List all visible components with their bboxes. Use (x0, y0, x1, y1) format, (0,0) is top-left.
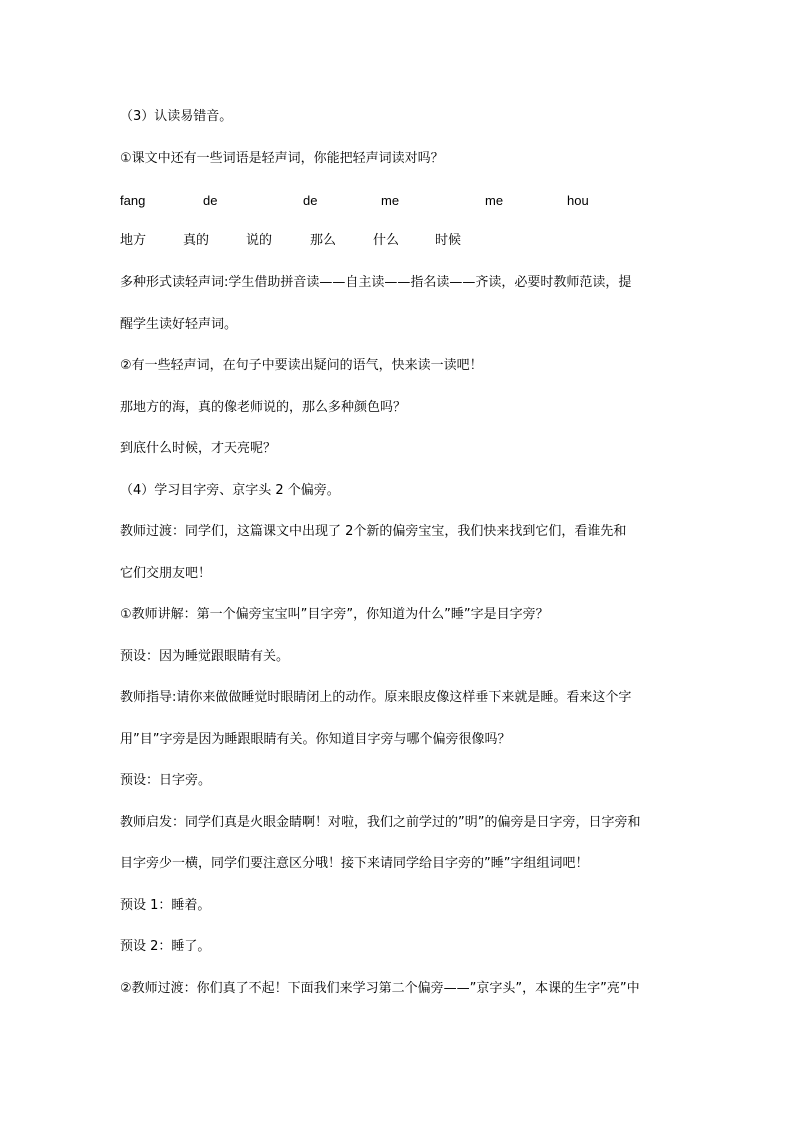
pinyin-item: me (381, 193, 400, 208)
paragraph-teacher-guidance: 教师指导:请你来做做睡觉时眼睛闭上的动作。原来眼皮像这样垂下来就是睡。看来这个字 (120, 690, 632, 705)
paragraph-teacher-inspiration-cont: 目字旁少一横，同学们要注意区分哦！接下来请同学给目字旁的”睡”字组组词吧！ (120, 856, 589, 871)
pinyin-item: de (303, 193, 318, 208)
paragraph-neutral-tone-intro: ①课文中还有一些词语是轻声词，你能把轻声词读对吗？ (120, 151, 444, 166)
example-sentence-1: 那地方的海，真的像老师说的，那么多种颜色吗？ (120, 400, 407, 415)
pinyin-item: de (203, 193, 218, 208)
pinyin-item: hou (567, 193, 589, 208)
word-item: 真的 (183, 233, 210, 248)
paragraph-reading-forms: 多种形式读轻声词:学生借助拼音读——自主读——指名读——齐读，必要时教师范读，提 (120, 275, 632, 290)
preset-answer-2: 预设 2：睡了。 (120, 939, 211, 954)
paragraph-radical-1: ①教师讲解：第一个偏旁宝宝叫”目字旁”，你知道为什么”睡”字是目字旁？ (120, 607, 549, 622)
paragraph-teacher-guidance-cont: 用”目”字旁是因为睡跟眼睛有关。你知道目字旁与哪个偏旁很像吗？ (120, 732, 511, 747)
word-item: 那么 (310, 233, 337, 248)
step-3-heading: （3）认读易错音。 (120, 109, 233, 124)
paragraph-teacher-inspiration: 教师启发：同学们真是火眼金睛啊！对啦，我们之前学过的”明”的偏旁是日字旁，日字旁和 (120, 815, 641, 830)
paragraph-teacher-transition-cont: 它们交朋友吧！ (120, 566, 212, 581)
word-item: 什么 (373, 233, 400, 248)
pinyin-item: fang (120, 193, 146, 208)
word-item: 说的 (246, 233, 273, 248)
preset-answer: 预设：因为睡觉跟眼睛有关。 (120, 649, 290, 664)
preset-answer-1: 预设 1：睡着。 (120, 898, 211, 913)
paragraph-reading-forms-cont: 醒学生读好轻声词。 (120, 317, 238, 332)
word-item: 时候 (435, 233, 462, 248)
pinyin-item: me (485, 193, 504, 208)
preset-answer: 预设：日字旁。 (120, 773, 212, 788)
example-sentence-2: 到底什么时候，才天亮呢？ (120, 441, 277, 456)
step-4-heading: （4）学习目字旁、京字头 2 个偏旁。 (120, 483, 340, 498)
paragraph-question-tone: ②有一些轻声词，在句子中要读出疑问的语气，快来读一读吧！ (120, 358, 483, 373)
paragraph-radical-2: ②教师过渡：你们真了不起！下面我们来学习第二个偏旁——”京字头”，本课的生字”亮”中 (120, 981, 640, 996)
paragraph-teacher-transition: 教师过渡：同学们，这篇课文中出现了 2个新的偏旁宝宝，我们快来找到它们，看谁先和 (120, 524, 627, 539)
word-item: 地方 (120, 233, 147, 248)
